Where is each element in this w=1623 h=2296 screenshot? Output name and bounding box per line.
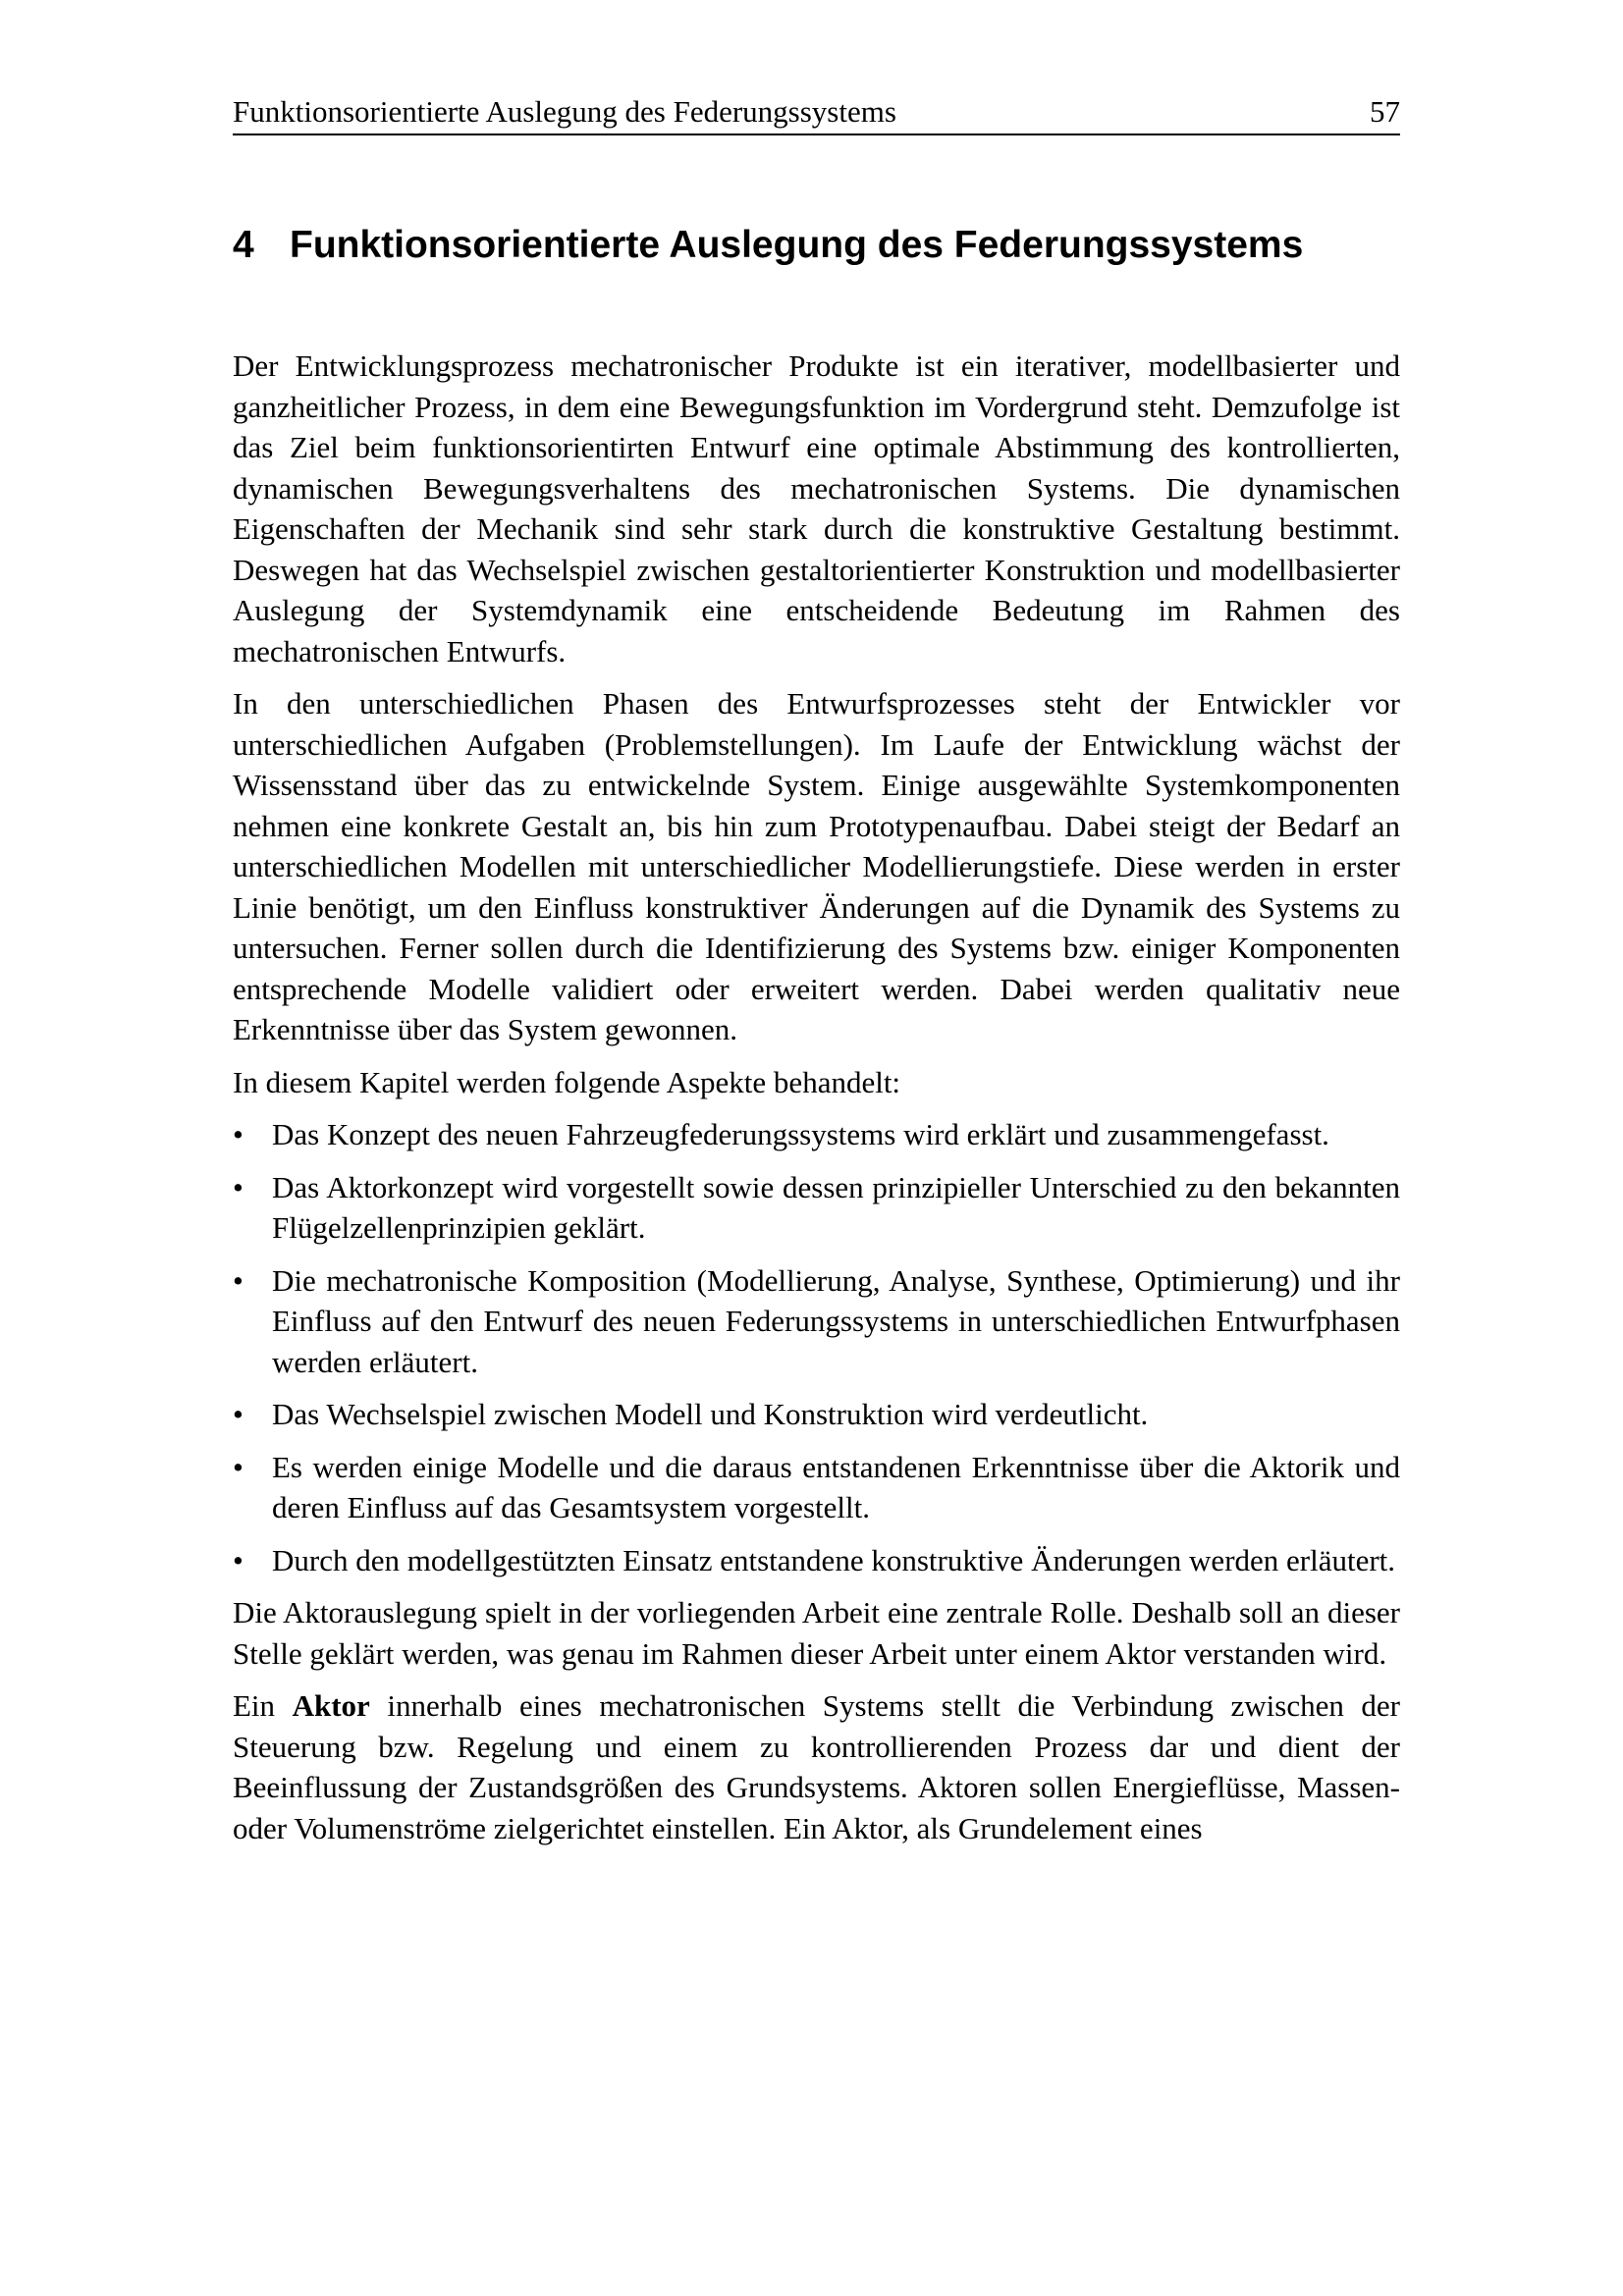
bullet-icon: • [233,1262,243,1298]
paragraph-list-intro: In diesem Kapitel werden folgende Aspekte behandelt: [233,1064,901,1099]
list-item [233,1540,1400,1581]
running-title: Funktionsorientierte Auslegung des Federungssystems [233,94,896,129]
list-item-text: Durch den modellgestützten Einsatz entstandene konstruktive Änderungen werden erläutert. [272,1542,1396,1577]
chapter-heading [233,218,1400,273]
chapter-number: 4 [233,224,254,266]
bullet-icon: • [233,1449,243,1484]
list-item-text: Das Wechselspiel zwischen Modell und Konstruktion wird verdeutlicht. [272,1397,1149,1431]
paragraph-aktor-role: Die Aktorauslegung spielt in der vorliegenden Arbeit eine zentrale Rolle. Deshalb soll an dieser Stelle geklärt werden, was genau im Rahmen dieser Arbeit unter einem Aktor verstanden wird. [233,1595,1400,1671]
bullet-icon: • [233,1542,243,1577]
list-item [233,1167,1400,1249]
paragraph-aktor-definition [233,1685,1400,1848]
definition-term: Aktor [292,1688,370,1723]
aspects-list [233,1114,1400,1580]
page-header [233,88,1400,135]
list-item-text: Das Aktorkonzept wird vorgestellt sowie dessen prinzipieller Unterschied zu den bekannten Flügelzellenprinzipien geklärt. [272,1169,1400,1245]
list-item [233,1114,1400,1155]
paragraph-phases: In den unterschiedlichen Phasen des Entwurfsprozesses steht der Entwickler vor unterschiedlichen Aufgaben (Problemstellungen). Im Laufe der Entwicklung wächst der Wissensstand über das zu entwickelnde System. Einige ausgewählte Systemkomponenten nehmen eine konkrete Gestalt an, bis hin zum Prototypenaufbau. Dabei steigt der Bedarf an unterschiedlichen Modellen mit unterschiedlicher Modellierungstiefe. Diese werden in erster Linie benötigt, um den Einfluss konstruktiver Änderungen auf die Dynamik des Systems zu untersuchen. Ferner sollen durch die Identifizierung des Systems bzw. einiger Komponenten entsprechende Modelle validiert oder erweitert werden. Dabei werden qualitativ neue Erkenntnisse über das System gewonnen. [233,686,1400,1046]
bullet-icon: • [233,1117,243,1151]
list-item-text: Es werden einige Modelle und die daraus entstandenen Erkenntnisse über die Aktorik und deren Einfluss auf das Gesamtsystem vorgestellt. [272,1449,1400,1524]
chapter-title: Funktionsorientierte Auslegung des Federungssystems [290,224,1304,266]
definition-text: innerhalb eines mechatronischen Systems stellt die Verbindung zwischen der Steuerung bzw. Regelung und einem zu kontrollierenden Prozess dar und dient der Beeinflussung der Zustandsgrößen des Grundsystems. Aktoren sollen Energieflüsse, Massen- oder Volumenströme zielgerichtet einstellen. Ein Aktor, als Grundelement eines [233,1688,1400,1845]
list-item [233,1394,1400,1435]
page-number: 57 [1370,94,1400,129]
list-item [233,1260,1400,1383]
paragraph-intro: Der Entwicklungsprozess mechatronischer Produkte ist ein iterativer, modellbasierter und ganzheitlicher Prozess, in dem eine Bewegungsfunktion im Vordergrund steht. Demzufolge ist das Ziel beim funktionsorientirten Entwurf eine optimale Abstimmung des kontrollierten, dynamischen Bewegungsverhaltens des mechatronischen Systems. Die dynamischen Eigenschaften der Mechanik sind sehr stark durch die konstruktive Gestaltung bestimmt. Deswegen hat das Wechselspiel zwischen gestaltorientierter Konstruktion und modellbasierter Auslegung der Systemdynamik eine entscheidende Bedeutung im Rahmen des mechatronischen Entwurfs. [233,348,1400,668]
definition-prefix: Ein [233,1688,293,1723]
body-text [233,346,1400,1860]
list-item-text: Das Konzept des neuen Fahrzeugfederungssystems wird erklärt und zusammengefasst. [272,1117,1329,1151]
bullet-icon: • [233,1169,243,1204]
bullet-icon: • [233,1397,243,1431]
list-item-text: Die mechatronische Komposition (Modellierung, Analyse, Synthese, Optimierung) und ihr Einfluss auf den Entwurf des neuen Federungssystems in unterschiedlichen Entwurfphasen werden erläutert. [272,1262,1400,1379]
list-item [233,1447,1400,1528]
